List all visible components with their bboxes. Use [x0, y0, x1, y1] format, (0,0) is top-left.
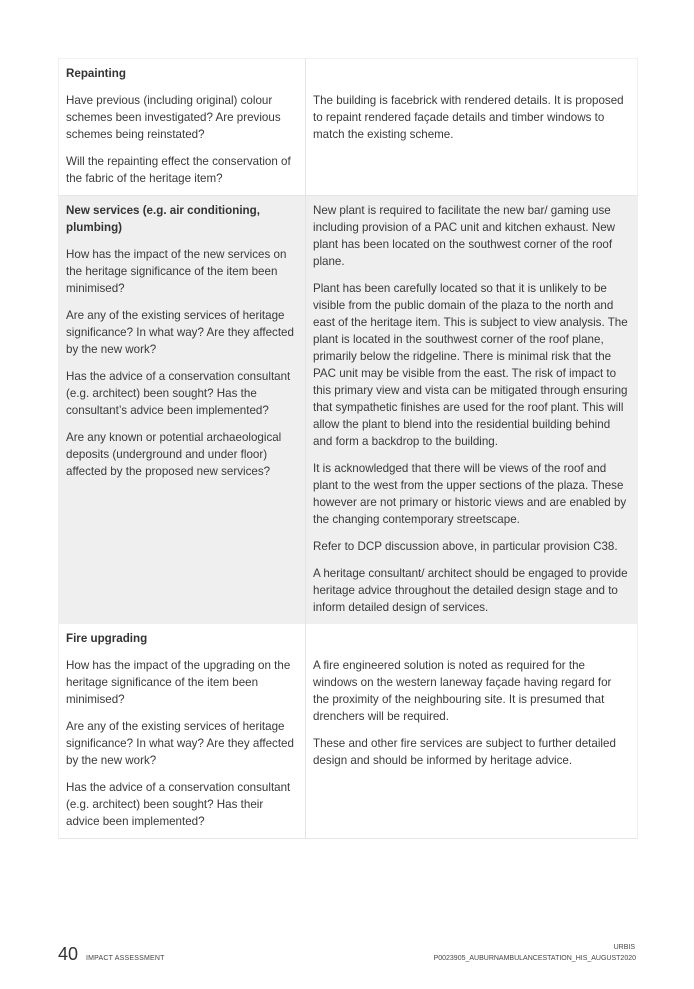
answer-text: Plant has been carefully located so that it is unlikely to be visible from the public domain of the plaza to the north and east of the heritage item. This is subject to view analysis. The plant is located in the southwest corner of the roof plane, primarily below the ridgeline. There is minimal risk that the PAC unit may be visible from the east. The risk of impact to this primary view and vista can be mitigated through ensuring that sympathetic finishes are used for the roof plant. This will allow the plant to blend into the residential building behind and form a backdrop to the building.	[313, 282, 628, 448]
answer-text: The building is facebrick with rendered details. It is proposed to repaint rendered façade details and timber windows to match the existing scheme.	[313, 94, 624, 141]
answer-text: New plant is required to facilitate the new bar/ gaming use including provision of a PAC unit and kitchen exhaust. New plant has been located on the southwest corner of the roof plane.	[313, 204, 616, 268]
answer-cell	[306, 624, 638, 839]
section-label: IMPACT ASSESSMENT	[86, 955, 165, 962]
document-reference: P0023905_AUBURNAMBULANCESTATION_HIS_AUGUST2020	[433, 955, 636, 962]
table-row-fire-upgrading	[59, 624, 638, 839]
heritage-impact-table	[58, 58, 638, 839]
brand-name: URBIS	[613, 944, 635, 951]
section-heading: Repainting	[66, 67, 126, 80]
question-cell	[59, 624, 306, 839]
question-text: Have previous (including original) colour schemes been investigated? Are previous schemes being reinstated?	[66, 94, 281, 141]
answer-cell	[306, 59, 638, 196]
answer-text: Refer to DCP discussion above, in particular provision C38.	[313, 540, 618, 553]
answer-text: These and other fire services are subject to further detailed design and should be informed by heritage advice.	[313, 737, 616, 767]
question-text: Are any known or potential archaeological deposits (underground and under floor) affected by the proposed new services?	[66, 431, 282, 478]
question-text: Will the repainting effect the conservation of the fabric of the heritage item?	[66, 155, 291, 185]
question-text: How has the impact of the new services on the heritage significance of the item been minimised?	[66, 248, 287, 295]
question-text: How has the impact of the upgrading on the heritage significance of the item been minimised?	[66, 659, 291, 706]
answer-text: A fire engineered solution is noted as required for the windows on the western laneway façade having regard for the proximity of the neighbouring site. It is presumed that drenchers will be required.	[313, 659, 612, 723]
question-text: Has the advice of a conservation consultant (e.g. architect) been sought? Has the consultant’s advice been implemented?	[66, 370, 291, 417]
question-text: Are any of the existing services of heritage significance? In what way? Are they affected by the new work?	[66, 309, 294, 356]
page-number: 40	[58, 944, 79, 964]
question-cell	[59, 196, 306, 625]
table-row-repainting	[59, 59, 638, 196]
question-cell	[59, 59, 306, 196]
question-text: Are any of the existing services of heritage significance? In what way? Are they affected by the new work?	[66, 720, 294, 767]
table-row-new-services	[59, 196, 638, 625]
question-text: Has the advice of a conservation consultant (e.g. architect) been sought? Has their advice been implemented?	[66, 781, 291, 828]
answer-text: It is acknowledged that there will be views of the roof and plant to the west from the upper sections of the plaza. These however are not primary or historic views and are enabled by the changing contemporary streetscape.	[313, 462, 627, 526]
section-heading: Fire upgrading	[66, 632, 148, 645]
answer-text: A heritage consultant/ architect should be engaged to provide heritage advice throughout the detailed design stage and to inform detailed design of services.	[313, 567, 628, 614]
section-heading: New services (e.g. air conditioning, plumbing)	[66, 204, 260, 234]
answer-cell	[306, 196, 638, 625]
